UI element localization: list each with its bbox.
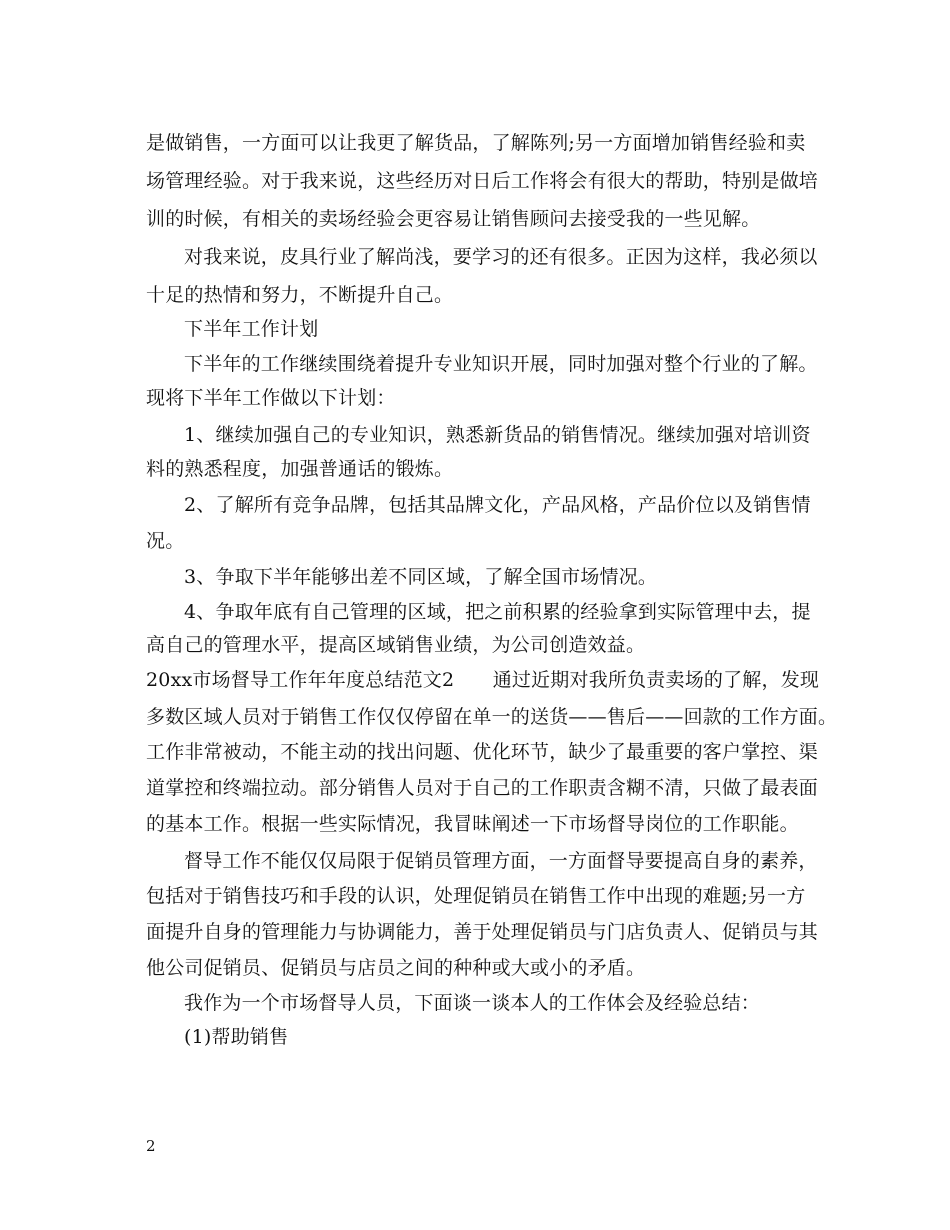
text-line: 场管理经验。对于我来说，这些经历对日后工作将会有很大的帮助，特别是做培 <box>146 170 819 192</box>
text-line: 工作非常被动，不能主动的找出问题、优化环节，缺少了最重要的客户掌控、渠 <box>146 741 819 763</box>
text-line: 料的熟悉程度，加强普通话的锻炼。 <box>146 458 454 480</box>
text-line: 我作为一个市场督导人员，下面谈一谈本人的工作体会及经验总结： <box>184 992 761 1014</box>
text-line: 督导工作不能仅仅局限于促销员管理方面，一方面督导要提高自身的素养， <box>184 850 818 872</box>
text-line: 的基本工作。根据一些实际情况，我冒昧阐述一下市场督导岗位的工作职能。 <box>146 813 799 835</box>
text-line: 多数区域人员对于销售工作仅仅停留在单一的送货——售后——回款的工作方面。 <box>146 706 838 728</box>
section-heading: 下半年工作计划 <box>184 318 319 340</box>
page-number: 2 <box>146 1137 156 1155</box>
list-item-1: 1、继续加强自己的专业知识，熟悉新货品的销售情况。继续加强对培训资 <box>184 424 811 446</box>
text-line: 面提升自身的管理能力与协调能力，善于处理促销员与门店负责人、促销员与其 <box>146 921 819 943</box>
text-line: 道掌控和终端拉动。部分销售人员对于自己的工作职责含糊不清，只做了最表面 <box>146 777 819 799</box>
text-line: 高自己的管理水平，提高区域销售业绩，为公司创造效益。 <box>146 634 646 656</box>
text-line: 对我来说，皮具行业了解尚浅，要学习的还有很多。正因为这样，我必须以 <box>184 246 818 268</box>
text-line: 现将下半年工作做以下计划： <box>146 387 396 409</box>
article-title-line: 20xx市场督导工作年年度总结范文2 通过近期对我所负责卖场的了解，发现 <box>146 669 820 691</box>
list-item-2: 2、了解所有竞争品牌，包括其品牌文化，产品风格，产品价位以及销售情 <box>184 494 811 516</box>
text-line: 是做销售，一方面可以让我更了解货品，了解陈列;另一方面增加销售经验和卖 <box>146 132 806 154</box>
text-line: 训的时候，有相关的卖场经验会更容易让销售顾问去接受我的一些见解。 <box>146 208 761 230</box>
text-line: 包括对于销售技巧和手段的认识，处理促销员在销售工作中出现的难题;另一方 <box>146 885 806 907</box>
list-item-3: 3、争取下半年能够出差不同区域，了解全国市场情况。 <box>184 566 658 588</box>
text-line: 他公司促销员、促销员与店员之间的种种或大或小的矛盾。 <box>146 957 646 979</box>
text-line: 十足的热情和努力，不断提升自己。 <box>146 284 454 306</box>
text-line: 况。 <box>146 530 185 552</box>
list-item-4: 4、争取年底有自己管理的区域，把之前积累的经验拿到实际管理中去，提 <box>184 601 811 623</box>
text-line: 下半年的工作继续围绕着提升专业知识开展，同时加强对整个行业的了解。 <box>184 353 818 375</box>
sub-heading: (1)帮助销售 <box>184 1026 289 1048</box>
